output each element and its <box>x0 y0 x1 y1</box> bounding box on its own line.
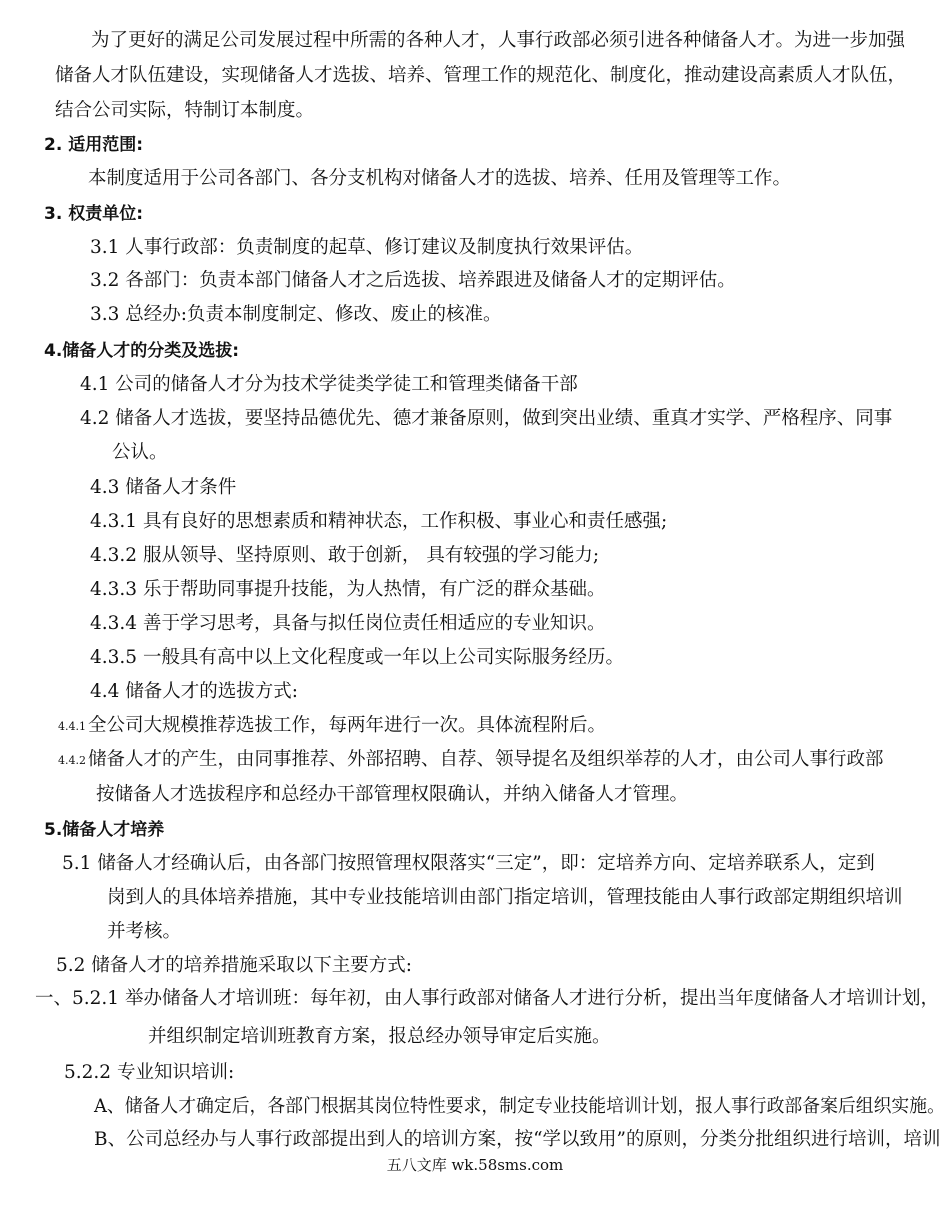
paragraph-line: 结合公司实际，特制订本制度。 <box>55 100 315 121</box>
section-heading: 2. 适用范围: <box>44 135 144 155</box>
section-heading: 3. 权责单位: <box>44 204 144 224</box>
list-item: 4.3.3 乐于帮助同事提升技能，为人热情，有广泛的群众基础。 <box>90 579 606 600</box>
item-number: 4.4.1 <box>58 720 86 733</box>
list-item <box>58 715 606 738</box>
item-text: 全公司大规模推荐选拔工作，每两年进行一次。具体流程附后。 <box>88 715 607 736</box>
list-item: 4.3.2 服从领导、坚持原则、敢于创新， 具有较强的学习能力; <box>90 545 600 566</box>
list-item: 3.2 各部门：负责本部门储备人才之后选拔、培养跟进及储备人才的定期评估。 <box>90 270 736 291</box>
list-item-continuation: 并考核。 <box>107 921 182 942</box>
list-item: B、公司总经办与人事行政部提出到人的培训方案，按“学以致用”的原则，分类分批组织进行培训，培训 <box>94 1129 941 1150</box>
list-item: 3.1 人事行政部：负责制度的起草、修订建议及制度执行效果评估。 <box>90 237 644 258</box>
list-item: 4.1 公司的储备人才分为技术学徒类学徒工和管理类储备干部 <box>80 374 578 395</box>
list-item: 4.3.1 具有良好的思想素质和精神状态，工作积极、事业心和责任感强; <box>90 511 668 532</box>
paragraph-line: 本制度适用于公司各部门、各分支机构对储备人才的选拔、培养、任用及管理等工作。 <box>88 168 792 189</box>
paragraph-line: 储备人才队伍建设，实现储备人才选拔、培养、管理工作的规范化、制度化，推动建设高素质人才队伍， <box>55 65 907 86</box>
list-item: 4.3.5 一般具有高中以上文化程度或一年以上公司实际服务经历。 <box>90 647 624 668</box>
list-item: A、储备人才确定后，各部门根据其岗位特性要求，制定专业技能培训计划，报人事行政部备案后组织实施。 <box>94 1096 945 1117</box>
list-item: 4.2 储备人才选拔，要坚持品德优先、德才兼备原则，做到突出业绩、重真才实学、严格程序、同事 <box>80 408 893 429</box>
section-heading: 5.储备人才培养 <box>44 820 165 840</box>
list-item-continuation: 按储备人才选拔程序和总经办干部管理权限确认，并纳入储备人才管理。 <box>96 784 689 805</box>
list-item: 一、5.2.1 举办储备人才培训班：每年初，由人事行政部对储备人才进行分析，提出当年度储备人才培训计划， <box>35 988 939 1009</box>
page-footer: 五八文库 wk.58sms.com <box>386 1156 564 1174</box>
list-item-continuation: 并组织制定培训班教育方案，报总经办领导审定后实施。 <box>148 1026 611 1047</box>
list-item: 3.3 总经办:负责本制度制定、修改、废止的核准。 <box>90 304 502 325</box>
list-item-continuation: 岗到人的具体培养措施，其中专业技能培训由部门指定培训，管理技能由人事行政部定期组织培训 <box>107 887 903 908</box>
list-item: 5.1 储备人才经确认后，由各部门按照管理权限落实“三定”，即：定培养方向、定培养联系人，定到 <box>62 853 875 874</box>
list-item <box>58 749 884 772</box>
list-item: 5.2.2 专业知识培训: <box>64 1062 235 1083</box>
section-heading: 4.储备人才的分类及选拔: <box>44 341 240 361</box>
list-item: 5.2 储备人才的培养措施采取以下主要方式: <box>56 955 413 976</box>
list-item-continuation: 公认。 <box>112 442 168 463</box>
item-text: 储备人才的产生，由同事推荐、外部招聘、自荐、领导提名及组织举荐的人才，由公司人事行政部 <box>88 749 884 770</box>
list-item: 4.4 储备人才的选拔方式: <box>90 681 299 702</box>
item-number: 4.4.2 <box>58 754 86 767</box>
paragraph-line: 为了更好的满足公司发展过程中所需的各种人才，人事行政部必须引进各种储备人才。为进一步加强 <box>91 30 906 51</box>
list-item: 4.3.4 善于学习思考，具备与拟任岗位责任相适应的专业知识。 <box>90 613 606 634</box>
list-item: 4.3 储备人才条件 <box>90 477 237 498</box>
